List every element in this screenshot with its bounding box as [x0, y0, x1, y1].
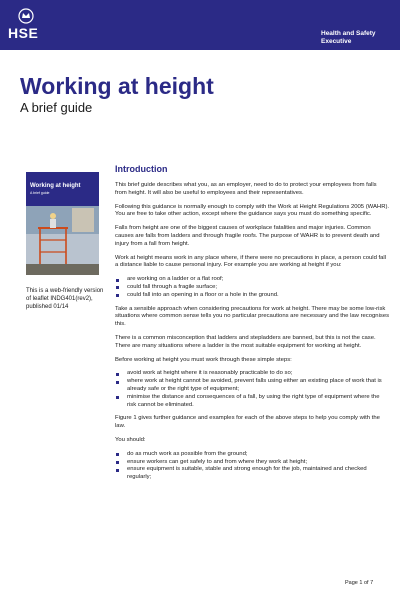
page-subtitle: A brief guide: [20, 100, 93, 115]
cover-photo-illustration: [26, 206, 99, 275]
paragraph: Work at height means work in any place where, if there were no precautions in place, a person could fall a distance liable to cause personal injury. For example you are working at height if you:: [115, 254, 387, 269]
crown-emblem-icon: [18, 8, 34, 24]
list-item: are working on a ladder or a flat roof;: [115, 276, 390, 284]
list-item: could fall into an opening in a floor or a hole in the ground.: [115, 292, 390, 300]
paragraph: Falls from height are one of the biggest causes of workplace fatalities and major injuries. Common causes are falls from ladders and through fragile roofs. The purpose of WAHR is to prevent death and injury from a fall from height.: [115, 225, 380, 247]
leaflet-cover-image: [26, 172, 99, 275]
list-item: ensure equipment is suitable, stable and strong enough for the job, maintained and checked regularly;: [115, 466, 390, 482]
page-title: Working at height: [20, 73, 214, 99]
paragraph: There is a common misconception that ladders and stepladders are banned, but this is not the case. There are many situations where a ladder is the most suitable equipment for working at height.: [115, 334, 376, 349]
bullet-list: [115, 451, 390, 482]
paragraph: Following this guidance is normally enough to comply with the Work at Height Regulations 2005 (WAHR). You are free to take other action, except where the guidance says you must do something specific.: [115, 203, 390, 218]
main-content: [115, 164, 390, 488]
cover-subtitle: A brief guide: [30, 191, 50, 195]
leaflet-note: This is a web-friendly version of leaflet INDG401(rev2), published 01/14: [26, 288, 104, 310]
paragraph: Before working at height you must work through these simple steps:: [115, 356, 292, 363]
list-item: minimise the distance and consequences of a fall, by using the right type of equipment where the risk cannot be eliminated.: [115, 394, 390, 410]
cover-title: Working at height: [30, 183, 81, 189]
paragraph: Figure 1 gives further guidance and examples for each of the above steps to help you comply with the law.: [115, 415, 380, 430]
bullet-list: [115, 370, 390, 409]
list-item: avoid work at height where it is reasonably practicable to do so;: [115, 370, 390, 378]
list-item: do as much work as possible from the ground;: [115, 451, 390, 459]
logo-text: HSE: [8, 25, 39, 41]
list-item: where work at height cannot be avoided, prevent falls using either an existing place of work that is already safe or the right type of equipment;: [115, 378, 390, 394]
bullet-list: [115, 276, 390, 299]
hse-logo: [6, 8, 46, 44]
paragraph: You should:: [115, 436, 146, 443]
list-item: could fall through a fragile surface;: [115, 284, 390, 292]
paragraph: This brief guide describes what you, as an employer, need to do to protect your employees from falls from height. It will also be useful to employees and their representatives.: [115, 182, 377, 196]
list-item: ensure workers can get safely to and from where they work at height;: [115, 459, 390, 467]
organisation-name: Health and Safety Executive: [321, 30, 376, 45]
paragraph: Take a sensible approach when considering precautions for work at height. There may be some low-risk situations where common sense tells you no particular precautions are necessary and the law recognises this.: [115, 305, 390, 328]
section-heading: Introduction: [115, 164, 168, 174]
page-number: Page 1 of 7: [345, 580, 374, 586]
